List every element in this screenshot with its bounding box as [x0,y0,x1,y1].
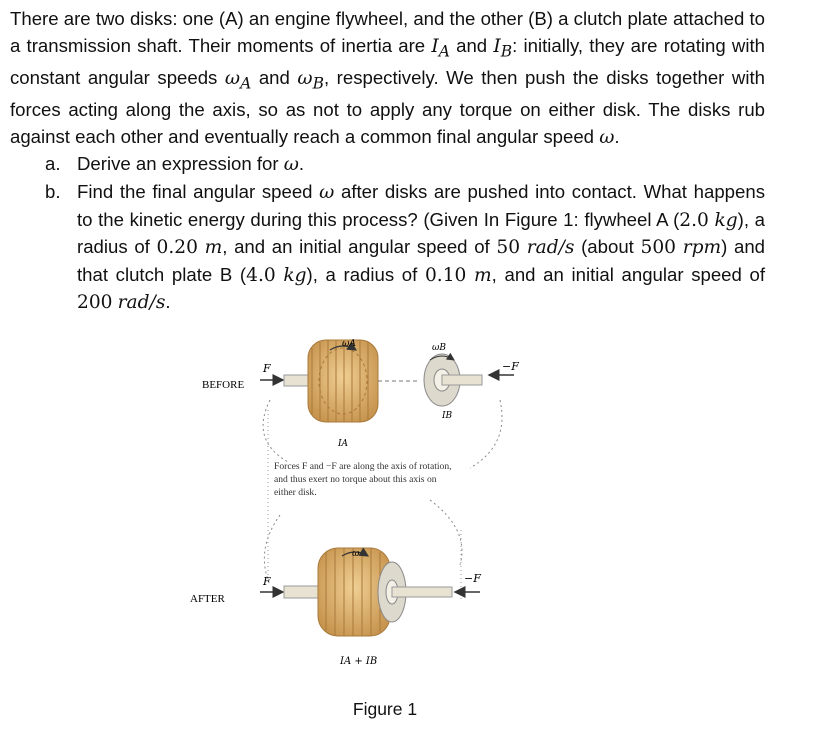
IA-plus-IB-label: IA + IB [340,656,378,667]
intro-text-3: : initially, they are rotating with constant angular speeds [10,34,765,88]
IA-label: IA [338,439,349,449]
part-b-label: b. [45,181,61,202]
problem-text [10,6,765,317]
figure-caption: Figure 1 [352,699,418,719]
problem-parts [10,151,765,317]
note-line-1: Forces F and −F are along the axis of rotation, [274,461,452,472]
symbol-omegaB: $\omega_B$ [297,67,324,93]
after-label: AFTER [190,593,225,605]
flywheel-A [308,340,378,422]
IB-label: IB [442,411,453,421]
symbol-omegaA: $\omega_A$ [224,67,252,93]
note-line-2: and thus exert no torque about this axis on [274,474,437,485]
guide-curve-2 [470,400,502,468]
before-label: BEFORE [202,379,245,391]
figure-drawing [180,330,600,700]
force-negF-label-before: −F [502,360,519,373]
shaft-B-after [392,587,452,597]
guide-curve-4 [430,500,462,565]
force-negF-label-after: −F [464,572,481,585]
part-b: b. Find the final angular speed ω after disks are pushed into contact. What happens to the kinetic energy during this process? (Given In Figure 1: flywheel A (2.0 kg), a radius of 0.20 m, and an initial angular speed of 50 rad/s (about 500 rpm) and that clutch plate B (4.0 kg), a radius of 0.10 m, and an initial angular speed of 200 rad/s. [45,181,766,314]
part-a-label: a. [45,153,61,175]
omega-label: ω [352,549,360,559]
part-a: a. Derive an expression for ω. [10,151,765,179]
omegaB-label: ωB [432,343,446,353]
symbol-IB: $I_B$ [493,35,513,61]
symbol-IA: $I_A$ [431,35,450,61]
symbol-omega: ω [599,126,615,148]
note-line-3: either disk. [274,487,317,498]
figure-clutch [180,330,600,700]
problem-intro: There are two disks: one (A) an engine flywheel, and the other (B) a clutch plate attached to a transmission shaft. Their moments of inertia are $I_A$ and $I_B$: initially, they are rotating with constant angular speeds $\omega_A$ and $\omega_B$, respectively. We then push the disks together with forces acting along the axis, so as not to apply any torque on either disk. The disks rub against each other and eventually reach a common final angular speed ω. [10,8,765,148]
omegaA-label: ωA [342,339,356,349]
force-F-label-before: F [263,362,271,375]
intro-text-5: , respectively. We then push the disks together with forces acting along the axis, so as not to apply any torque on either disk. The disks rub against each other and eventually reach a common final angular speed [10,66,765,147]
intro-text-1: There are two disks: one (A) an engine flywheel, and the other (B) a clutch plate attached to a transmission shaft. Their moments of inertia are [10,8,765,56]
intro-text-4: and [251,66,298,88]
guide-curve-1 [263,400,288,462]
intro-text-2: and [449,34,494,56]
force-F-label-after: F [263,575,271,588]
shaft-B [442,375,482,385]
